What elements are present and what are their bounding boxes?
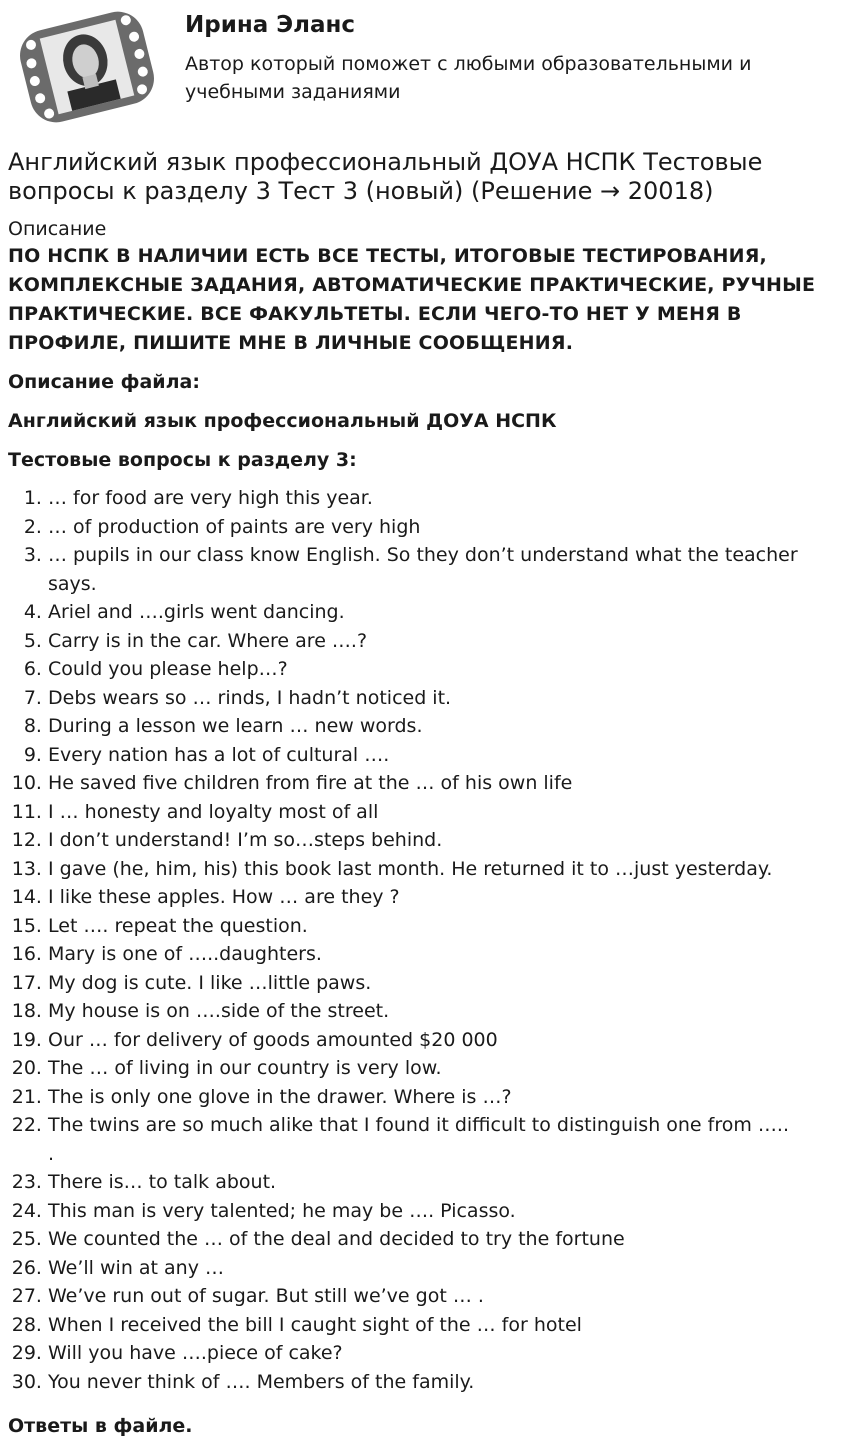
list-item: 16. Mary is one of …..daughters. (48, 940, 798, 969)
list-item: 21. The is only one glove in the drawer. Where is …? (48, 1083, 798, 1112)
list-item: 11. I … honesty and loyalty most of all (48, 798, 798, 827)
answers-note: Ответы в файле. (8, 1415, 193, 1437)
list-item: 18. My house is on ….side of the street. (48, 997, 798, 1026)
list-item: 8. During a lesson we learn … new words. (48, 712, 798, 741)
list-item: 20. The … of living in our country is very low. (48, 1054, 798, 1083)
list-item: 23. There is… to talk about. (48, 1168, 798, 1197)
list-item: 24. This man is very talented; he may be …. Picasso. (48, 1197, 798, 1226)
questions-list (8, 484, 798, 1396)
author-block (8, 0, 839, 140)
list-item: 27. We’ve run out of sugar. But still we’ve got … . (48, 1282, 798, 1311)
list-item: 12. I don’t understand! I’m so…steps behind. (48, 826, 798, 855)
list-item: 15. Let …. repeat the question. (48, 912, 798, 941)
list-item: 2. … of production of paints are very high (48, 513, 798, 542)
description-label: Описание (8, 218, 107, 240)
list-item: 3. … pupils in our class know English. So they don’t understand what the teacher says. (48, 541, 798, 598)
list-item: 30. You never think of …. Members of the family. (48, 1368, 798, 1397)
list-item: 28. When I received the bill I caught sight of the … for hotel (48, 1311, 798, 1340)
list-item: 13. I gave (he, him, his) this book last month. He returned it to …just yesterday. (48, 855, 798, 884)
list-item: 10. He saved five children from fire at the … of his own life (48, 769, 798, 798)
list-item: 22. The twins are so much alike that I found it difficult to distinguish one from ….. . (48, 1111, 798, 1168)
list-item: 25. We counted the … of the deal and decided to try the fortune (48, 1225, 798, 1254)
avatar[interactable] (14, 6, 160, 128)
list-item: 17. My dog is cute. I like …little paws. (48, 969, 798, 998)
list-item: 9. Every nation has a lot of cultural …. (48, 741, 798, 770)
file-description-label: Описание файла: (8, 371, 200, 393)
list-item: 29. Will you have ….piece of cake? (48, 1339, 798, 1368)
list-item: 26. We’ll win at any … (48, 1254, 798, 1283)
notice-text: ПО НСПК В НАЛИЧИИ ЕСТЬ ВСЕ ТЕСТЫ, ИТОГОВЫЕ ТЕСТИРОВАНИЯ, КОМПЛЕКСНЫЕ ЗАДАНИЯ, АВТОМАТИЧЕСКИЕ ПРАКТИЧЕСКИЕ, РУЧНЫЕ ПРАКТИЧЕСКИЕ. ВСЕ ФАКУЛЬТЕТЫ. ЕСЛИ ЧЕГО-ТО НЕТ У МЕНЯ В ПРОФИЛЕ, ПИШИТЕ МНЕ В ЛИЧНЫЕ СООБЩЕНИЯ. (8, 245, 816, 354)
list-item: 6. Could you please help…? (48, 655, 798, 684)
list-item: 4. Ariel and ….girls went dancing. (48, 598, 798, 627)
list-item: 14. I like these apples. How … are they ? (48, 883, 798, 912)
list-item: 1. … for food are very high this year. (48, 484, 798, 513)
list-item: 5. Carry is in the car. Where are ….? (48, 627, 798, 656)
list-item: 19. Our … for delivery of goods amounted $20 000 (48, 1026, 798, 1055)
page-title: Английский язык профессиональный ДОУА НСПК Тестовые вопросы к разделу 3 Тест 3 (новый) (Решение → 20018) (8, 148, 763, 205)
author-description: Автор который поможет с любыми образовательными и учебными заданиями (185, 53, 752, 103)
list-item: 7. Debs wears so … rinds, I hadn’t noticed it. (48, 684, 798, 713)
author-name[interactable]: Ирина Эланс (185, 12, 356, 38)
course-name: Английский язык профессиональный ДОУА НСПК (8, 410, 557, 432)
questions-heading: Тестовые вопросы к разделу 3: (8, 449, 357, 471)
